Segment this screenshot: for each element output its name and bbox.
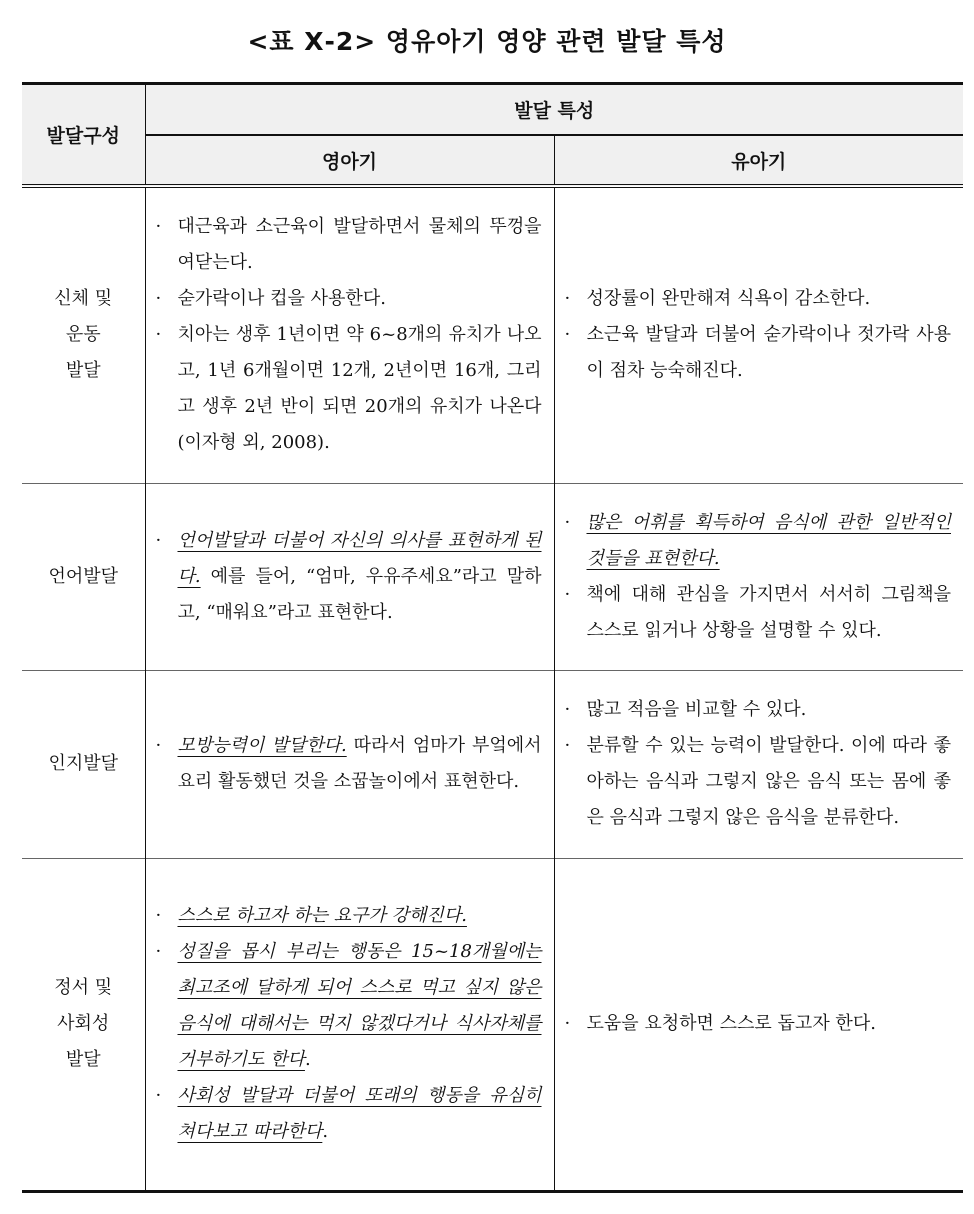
infant-cell [145,858,554,1191]
category-label: 발달 [65,360,101,382]
item-text: 치아는 생후 1년이면 약 6~8개의 유치가 나오고, 1년 6개월이면 12개, 2년이면 16개, 그리고 생후 2년 반이 되면 20개의 유치가 나온다(이자형 외, 2008). [177,324,542,454]
bullet-icon: · [155,288,162,310]
list-item [563,728,952,836]
bullet-icon: · [564,288,571,310]
item-text: 숟가락이나 컵을 사용한다. [177,288,386,310]
bullet-icon: · [564,699,571,720]
item-text: 책에 대해 관심을 가지면서 서서히 그림책을 스스로 읽거나 상황을 설명할 수 있다. [586,583,951,641]
toddler-cell [554,670,963,858]
bullet-icon: · [564,583,571,605]
bullet-icon: · [155,529,162,551]
list-item [154,209,542,281]
emphasized-text: 스스로 하고자 하는 요구가 강해진다. [177,905,467,926]
category-label: 발달 [65,1049,101,1070]
list-item [154,523,542,631]
infant-cell [145,186,554,483]
item-text: 대근육과 소근육이 발달하면서 물체의 뚜껑을 여닫는다. [177,216,542,274]
infant-cell [145,670,554,858]
bullet-icon: · [155,941,162,962]
table-caption: <표 Ⅹ-2> 영유아기 영양 관련 발달 특성 [247,27,727,56]
category-cell [22,670,145,858]
list-item [154,1078,542,1150]
item-text: 많고 적음을 비교할 수 있다. [586,699,807,720]
bullet-icon: · [155,324,162,346]
bullet-icon: · [564,735,571,756]
emphasized-text: 모방능력이 발달한다. [177,735,347,756]
emphasized-text: 사회성 발달과 더불어 또래의 행동을 유심히 쳐다보고 따라한다 [177,1085,542,1142]
development-table [22,82,963,1193]
toddler-cell [554,858,963,1191]
item-text: 분류할 수 있는 능력이 발달한다. 이에 따라 좋아하는 음식과 그렇지 않은 음식 또는 몸에 좋은 음식과 그렇지 않은 음식을 분류한다. [586,735,951,828]
category-label: 정서 및 [54,977,113,998]
table-row [22,186,963,483]
list-item [563,505,952,577]
item-text: 도움을 요청하면 스스로 돕고자 한다. [586,1013,876,1034]
list-item [563,281,952,317]
bullet-icon: · [155,1085,162,1106]
category-cell [22,858,145,1191]
table-row [22,858,963,1191]
category-label: 언어발달 [48,565,119,587]
item-text: . [322,1121,329,1142]
emphasized-text: 언어발달과 더불어 자신의 의사를 표현하게 된다. [177,529,542,587]
emphasized-text: 성질을 몹시 부리는 행동은 15~18개월에는 최고조에 달하게 되어 스스로 먹고 싶지 않은 음식에 대해서는 먹지 않겠다거나 식사자체를 거부하기도 한다 [177,941,542,1070]
item-text: 예를 들어, “엄마, 우유주세요”라고 말하고, “매워요”라고 표현한다. [177,565,542,623]
bullet-icon: · [155,735,162,756]
list-item [154,317,542,461]
category-cell [22,483,145,670]
category-label: 인지발달 [48,753,119,774]
header-infant: 영아기 [145,135,554,186]
infant-cell [145,483,554,670]
bullet-icon: · [564,511,571,533]
table-row [22,670,963,858]
category-label: 운동 [65,324,101,346]
header-toddler: 유아기 [554,135,963,186]
bullet-icon: · [155,905,162,926]
table-body [22,186,963,1191]
toddler-cell [554,186,963,483]
list-item [563,1006,952,1042]
list-item [563,692,952,728]
item-text: 따라서 엄마가 부엌에서 요리 활동했던 것을 소꿉놀이에서 표현한다. [177,735,542,792]
category-label: 사회성 [57,1013,110,1034]
item-text: 성장률이 완만해져 식욕이 감소한다. [586,288,871,310]
list-item [154,281,542,317]
list-item [154,898,542,934]
category-cell [22,186,145,483]
list-item [154,934,542,1078]
list-item [563,317,952,389]
item-text: 소근육 발달과 더불어 숟가락이나 젓가락 사용이 점차 능숙해진다. [586,324,951,382]
bullet-icon: · [564,324,571,346]
toddler-cell [554,483,963,670]
category-label: 신체 및 [54,288,113,310]
table-row [22,483,963,670]
list-item [563,577,952,649]
list-item [154,728,542,800]
bullet-icon: · [564,1013,571,1034]
emphasized-text: 많은 어휘를 획득하여 음식에 관한 일반적인 것들을 표현한다. [586,511,951,569]
header-development-characteristics: 발달 특성 [145,84,963,136]
item-text: . [304,1049,311,1070]
bullet-icon: · [155,216,162,238]
header-development-component: 발달구성 [22,84,145,187]
